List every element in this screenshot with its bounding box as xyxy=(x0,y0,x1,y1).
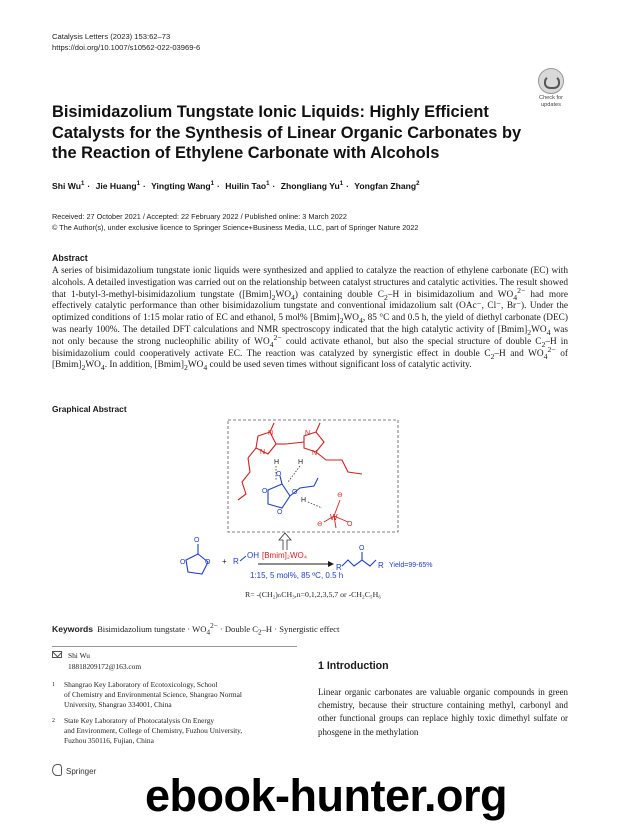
publication-dates xyxy=(52,212,418,233)
atom-label: ⊖ xyxy=(317,521,323,528)
hollow-arrow xyxy=(279,533,291,550)
catalyst-label: [Bmim]₂WO₄ xyxy=(262,551,308,560)
journal-citation: Catalysis Letters (2023) 153:62–73 xyxy=(52,32,171,41)
paper-title: Bisimidazolium Tungstate Ionic Liquids: Highly Efficient Catalysts for the Synthesis of Linear Organic Carbonates by the Reaction of Ethylene Carbonate with Alcohols xyxy=(52,103,522,162)
atom-label: O xyxy=(205,559,211,566)
atom-label: H xyxy=(274,459,280,466)
doi-link[interactable]: https://doi.org/10.1007/s10562-022-03969-6 xyxy=(52,43,201,52)
publisher-logo: Springer xyxy=(52,764,96,776)
author[interactable]: Yongfan Zhang$^2$ xyxy=(354,181,420,191)
introduction-text: Linear organic carbonates are valuable organic compounds in green chemistry, because their structure containing methyl, carbonyl and other functional groups can replace highly toxic dimethyl sulfate or phosgene in the methylation xyxy=(318,687,568,737)
conditions-label: 1:15, 5 mol%, 85 ºC, 0.5 h xyxy=(250,571,344,580)
affiliation xyxy=(52,680,242,710)
author[interactable]: Shi Wu$^1$ xyxy=(52,181,85,191)
graphical-abstract-heading: Graphical Abstract xyxy=(52,404,127,414)
r-definition: R= -(CH₂)ₙCH₃,n=0,1,2,3,5,7 or -CH₂C₅H₆ xyxy=(245,590,381,599)
atom-label: N xyxy=(305,430,311,437)
atom-label: O xyxy=(292,489,298,496)
plus-sign: + xyxy=(222,557,227,566)
atom-label: O xyxy=(194,537,200,544)
atom-label: ⊖ xyxy=(337,492,343,499)
affiliation xyxy=(52,716,242,746)
atom-label: N xyxy=(260,449,266,456)
author[interactable]: Zhongliang Yu$^1$ xyxy=(280,181,344,191)
keywords: Keywords Bisimidazolium tungstate · $WO_4^{2-}$ · Double $C_2-H$ · Synergistic effect xyxy=(52,622,340,637)
alcohol-r: R xyxy=(233,557,239,566)
product-carbonate xyxy=(342,552,376,566)
affiliation-text: State Key Laboratory of Photocatalysis On Energy and Environment, College of Chemistry, Fuzhou University, Fuzhou 350116, Fujian, China xyxy=(64,716,243,745)
badge-line-1: Check for xyxy=(539,95,563,101)
contact-email[interactable]: 18818209172@163.com xyxy=(68,662,142,671)
atom-label: O xyxy=(359,545,365,552)
history-dates: Received: 27 October 2021 / Accepted: 22 February 2022 / Published online: 3 March 2022 xyxy=(52,212,347,221)
reaction-arrowhead xyxy=(328,561,334,567)
author-list: Shi $Wu^1$ · Jie Huang$^1$ · Yingting Wang$^1$ · Huilin Tao$^1$ · Zhongliang $Yu^1$ · Yongfan Zhang$^2$ xyxy=(52,181,420,191)
atom-label: N xyxy=(268,430,274,437)
atom-label: O xyxy=(347,521,353,528)
badge-line-2: updates xyxy=(541,102,561,109)
atom-label: H xyxy=(298,459,304,466)
affiliation-number: 1 xyxy=(52,682,55,688)
abstract-text: A series of bisimidazolium tungstate ionic liquids were synthesized and applied to catalyze the reaction of ethylene carbonate (EC) with alcohols. A detailed investigation was carried out on the relationship between catalyst structures and catalytic activities. The result showed that 1-butyl-3-methyl-bisimidazolium tungstate $([Bmim]_2WO_4)$ containing double $C_2-H$ in bisimidazolium and $WO_4^{2-}$ had more effectively catalytic performance than other bisimidazolium tungstate and conventional imidazolium salt (OAc⁻, Cl⁻, Br⁻). Under the optimized conditions of 1:15 molar ratio of EC and ethanol, 5 mol% $[Bmim]_2WO_4$, 85 °C and 0.5 h, the yield of diethyl carbonate (DEC) was nearly 100%. The detailed DFT calculations and NMR spectroscopy indicated that the high catalytic activity of $[Bmim]_2WO_4$ was not only because the strong nucleophilic ability of $WO_4^{2-}$ could activate ethanol, but also the special structure of double $C_2-H$ in bisimidazolium could cooperatively activate EC. The reaction was catalyzed by synergistic effect in double $C_2-H$ and $WO_4^{2-}$ of $[Bmim]_2WO_4$. In addition, $[Bmim]_2WO_4$ could be used seven times without significant loss of catalytic activity. xyxy=(52,266,569,373)
springer-horse-icon xyxy=(52,764,62,776)
atom-label: O xyxy=(276,471,282,478)
right-imidazolium-ring xyxy=(286,423,362,474)
abstract-heading: Abstract xyxy=(52,253,88,263)
alcohol-oh: OH xyxy=(247,551,259,560)
mechanism-box xyxy=(228,420,398,532)
author[interactable]: Yingting Wang$^1$ xyxy=(151,181,214,191)
author[interactable]: Huilin Tao$^1$ xyxy=(225,181,270,191)
copyright-line: © The Author(s), under exclusive licence to Springer Science+Business Media, LLC, part of Springer Nature 2022 xyxy=(52,222,419,232)
envelope-icon xyxy=(52,651,62,658)
atom-label: O xyxy=(277,509,283,516)
atom-label: N xyxy=(312,450,318,457)
journal-header xyxy=(52,31,200,53)
watermark: ebook-hunter.org xyxy=(145,770,507,821)
atom-label: H xyxy=(301,497,307,504)
product-r: R xyxy=(378,561,384,570)
section-heading-introduction: 1 Introduction xyxy=(318,660,389,672)
affiliation-text: Shangrao Key Laboratory of Ecotoxicology, School of Chemistry and Environmental Science, Shangrao Normal University, Shangrao 334001, China xyxy=(64,680,242,709)
atom-label: O xyxy=(180,559,186,566)
contact-name: Shi Wu xyxy=(68,651,90,660)
crossmark-icon xyxy=(538,68,564,94)
check-for-updates-badge[interactable] xyxy=(536,68,566,109)
author[interactable]: Jie Huang$^1$ xyxy=(95,181,140,191)
graphical-abstract-figure xyxy=(150,418,480,610)
hydrogen-bonds xyxy=(276,466,322,508)
atom-label: O xyxy=(262,488,268,495)
keywords-label: Keywords xyxy=(52,624,94,634)
affiliation-number: 2 xyxy=(52,718,55,724)
product-r: R xyxy=(336,563,342,572)
footnote-divider xyxy=(52,646,297,647)
yield-label: Yield=99-65% xyxy=(389,562,433,569)
alcohol-bond xyxy=(240,556,246,561)
atom-label: W xyxy=(330,513,338,522)
corresponding-author xyxy=(52,650,141,672)
